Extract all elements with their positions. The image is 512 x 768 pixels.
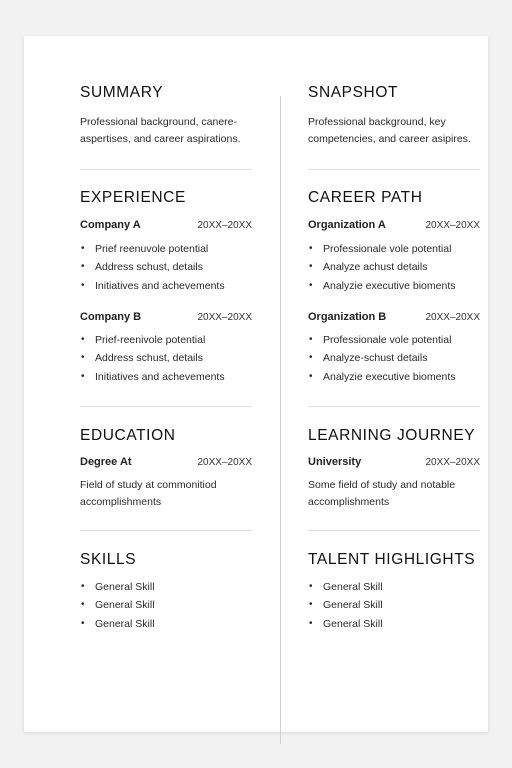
bullet-list (80, 240, 252, 295)
list-item: • General Skill (308, 615, 480, 633)
experience-section (80, 188, 252, 208)
date-range: 20XX–20XX (197, 457, 252, 468)
bullet-icon: • (81, 581, 85, 592)
summary-section (80, 83, 252, 148)
organization-name: Organization A (308, 219, 386, 231)
skills-list (80, 578, 252, 633)
learning-text: Some field of study and notable accomplishments (308, 479, 456, 508)
bullet-icon: • (81, 370, 85, 382)
section-divider (308, 406, 480, 407)
bullet-icon: • (81, 243, 85, 254)
list-item: • Prief-reenivole potential (80, 331, 252, 349)
list-item: • Prief reenuvole potential (80, 240, 252, 258)
snapshot-heading: SNAPSHOT (308, 84, 399, 101)
bullet-icon: • (309, 243, 313, 254)
section-divider (308, 169, 480, 170)
date-range: 20XX–20XX (425, 457, 480, 468)
resume-sheet (24, 36, 488, 732)
section-divider (80, 406, 252, 407)
list-item: • General Skill (80, 578, 252, 596)
date-range: 20XX–20XX (197, 220, 252, 231)
list-item: • Address schust, details (80, 258, 252, 276)
bullet-icon: • (81, 352, 85, 364)
university-name: University (308, 456, 362, 468)
section-divider (80, 169, 252, 170)
skills-heading: SKILLS (80, 551, 137, 568)
list-item: • Initiatives and achevements (80, 368, 252, 386)
bullet-list (308, 240, 480, 295)
list-item: • Professionale vole potential (308, 240, 480, 258)
learning-heading: LEARNING JOURNEY (308, 427, 476, 444)
career-entry (308, 219, 480, 295)
learning-entry (308, 456, 480, 511)
skills-section (80, 550, 252, 633)
education-section (80, 426, 252, 446)
list-item: • Address schust, details (80, 349, 252, 367)
list-item: • General Skill (80, 615, 252, 633)
date-range: 20XX–20XX (197, 312, 252, 323)
bullet-icon: • (309, 370, 313, 382)
snapshot-text: Professional background, key competencies, and career asipires. (308, 116, 471, 145)
summary-heading: SUMMARY (80, 84, 164, 101)
company-name: Company B (80, 311, 142, 323)
bullet-icon: • (81, 617, 85, 629)
bullet-icon: • (309, 352, 313, 364)
list-item: • General Skill (80, 596, 252, 614)
career-entry (308, 311, 480, 386)
bullet-icon: • (309, 334, 313, 345)
education-text: Field of study at commonitiod accomplishments (80, 479, 217, 508)
bullet-icon: • (309, 599, 313, 611)
list-item: • Analyzie executive bioments (308, 277, 480, 295)
company-name: Company A (80, 219, 141, 231)
bullet-list (80, 331, 252, 386)
list-item: • Analyze achust details (308, 258, 480, 276)
career-heading: CAREER PATH (308, 189, 423, 206)
bullet-icon: • (309, 617, 313, 629)
learning-section (308, 426, 480, 446)
column-divider (280, 96, 281, 744)
talent-heading: TALENT HIGHLIGHTS (308, 551, 476, 568)
organization-name: Organization B (308, 311, 387, 323)
bullet-icon: • (309, 279, 313, 291)
talent-section (308, 550, 480, 633)
left-column (80, 36, 252, 732)
list-item: • Initiatives and achevements (80, 277, 252, 295)
experience-entry (80, 219, 252, 295)
list-item: • Analyze-schust details (308, 349, 480, 367)
summary-text: Professional background, canere-aspertises, and career aspirations. (80, 116, 241, 145)
bullet-icon: • (81, 334, 85, 345)
date-range: 20XX–20XX (425, 220, 480, 231)
bullet-list (308, 331, 480, 386)
right-column (308, 36, 480, 732)
bullet-icon: • (81, 599, 85, 611)
talent-list (308, 578, 480, 633)
career-section (308, 188, 480, 208)
snapshot-section (308, 83, 480, 148)
experience-entry (80, 311, 252, 386)
date-range: 20XX–20XX (425, 312, 480, 323)
experience-heading: EXPERIENCE (80, 189, 186, 206)
section-divider (80, 530, 252, 531)
bullet-icon: • (81, 261, 85, 273)
list-item: • General Skill (308, 596, 480, 614)
education-heading: EDUCATION (80, 427, 176, 444)
list-item: • General Skill (308, 578, 480, 596)
bullet-icon: • (309, 581, 313, 592)
section-divider (308, 530, 480, 531)
bullet-icon: • (309, 261, 313, 273)
bullet-icon: • (81, 279, 85, 291)
degree-name: Degree At (80, 456, 132, 468)
list-item: • Analyzie executive bioments (308, 368, 480, 386)
list-item: • Professionale vole potential (308, 331, 480, 349)
education-entry (80, 456, 252, 511)
